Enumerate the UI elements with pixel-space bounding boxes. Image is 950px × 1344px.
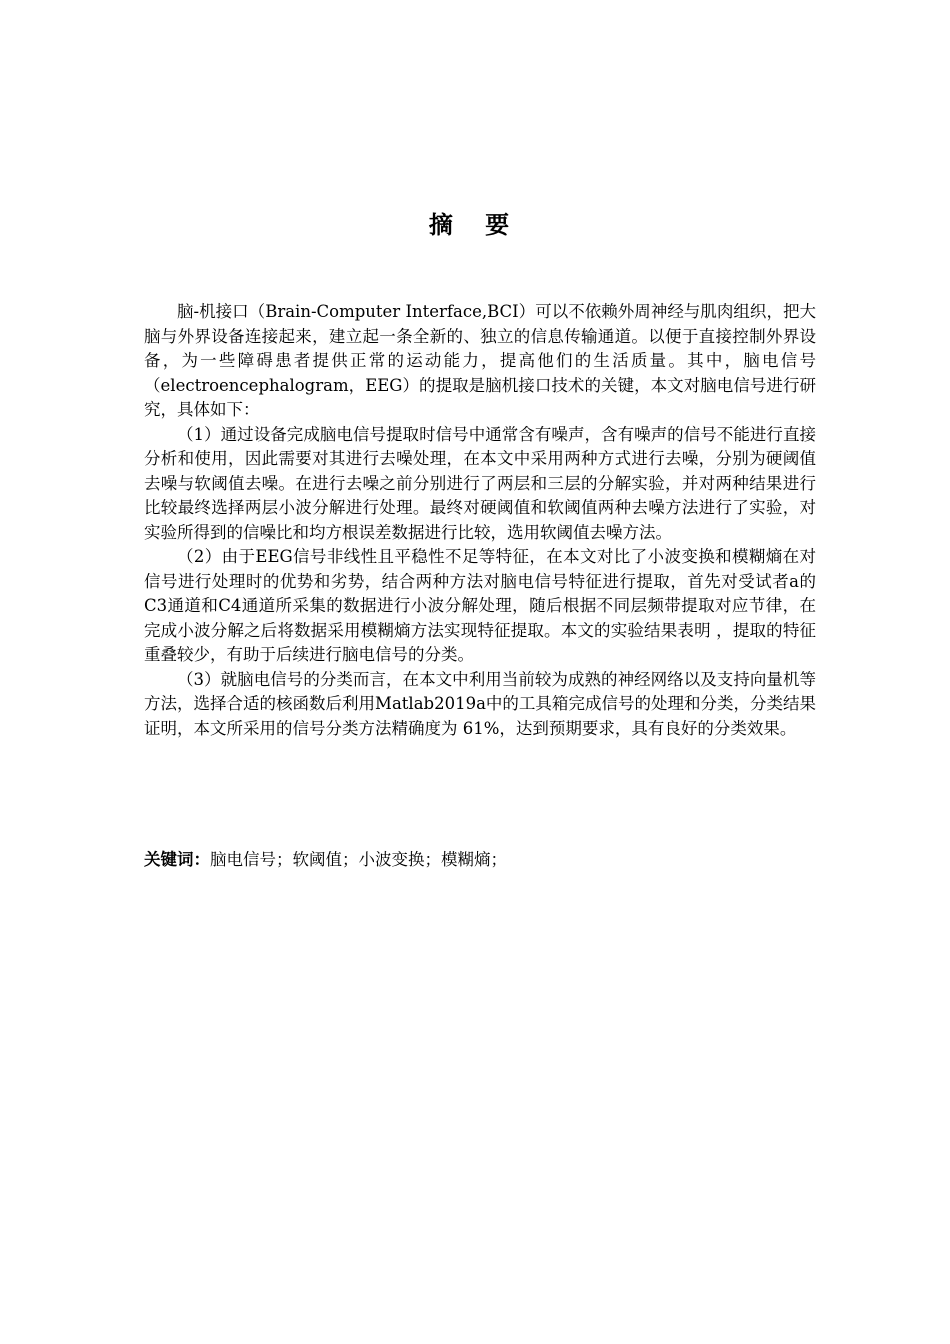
abstract-body: [144, 300, 816, 741]
keywords-value: 脑电信号；软阈值；小波变换；模糊熵；: [210, 850, 507, 869]
keywords-label: 关键词：: [144, 850, 210, 869]
keywords-line: [144, 848, 816, 873]
page-title: 摘 要: [428, 211, 522, 239]
abstract-paragraph-4: （3）就脑电信号的分类而言，在本文中利用当前较为成熟的神经网络以及支持向量机等方法，选择合适的核函数后利用Matlab2019a中的工具箱完成信号的处理和分类，分类结果证明，本文所采用的信号分类方法精确度为 61%，达到预期要求，具有良好的分类效果。: [144, 669, 816, 738]
abstract-paragraph-1: 脑-机接口（Brain-Computer Interface,BCI）可以不依赖外周神经与肌肉组织，把大脑与外界设备连接起来，建立起一条全新的、独立的信息传输通道。以便于直接控制外界设备，为一些障碍患者提供正常的运动能力，提高他们的生活质量。其中，脑电信号（electroencephalogram，EEG）的提取是脑机接口技术的关键，本文对脑电信号进行研究，具体如下：: [144, 302, 816, 419]
abstract-paragraph-3: （2）由于EEG信号非线性且平稳性不足等特征，在本文对比了小波变换和模糊熵在对信号进行处理时的优势和劣势，结合两种方法对脑电信号特征进行提取，首先对受试者a的C3通道和C4通道所采集的数据进行小波分解处理，随后根据不同层频带提取对应节律，在完成小波分解之后将数据采用模糊熵方法实现特征提取。本文的实验结果表明 ，提取的特征重叠较少，有助于后续进行脑电信号的分类。: [144, 547, 816, 664]
abstract-paragraph-2: （1）通过设备完成脑电信号提取时信号中通常含有噪声，含有噪声的信号不能进行直接分析和使用，因此需要对其进行去噪处理，在本文中采用两种方式进行去噪，分别为硬阈值去噪与软阈值去噪。在进行去噪之前分别进行了两层和三层的分解实验，并对两种结果进行比较最终选择两层小波分解进行处理。最终对硬阈值和软阈值两种去噪方法进行了实验，对实验所得到的信噪比和均方根误差数据进行比较，选用软阈值去噪方法。: [144, 424, 816, 542]
